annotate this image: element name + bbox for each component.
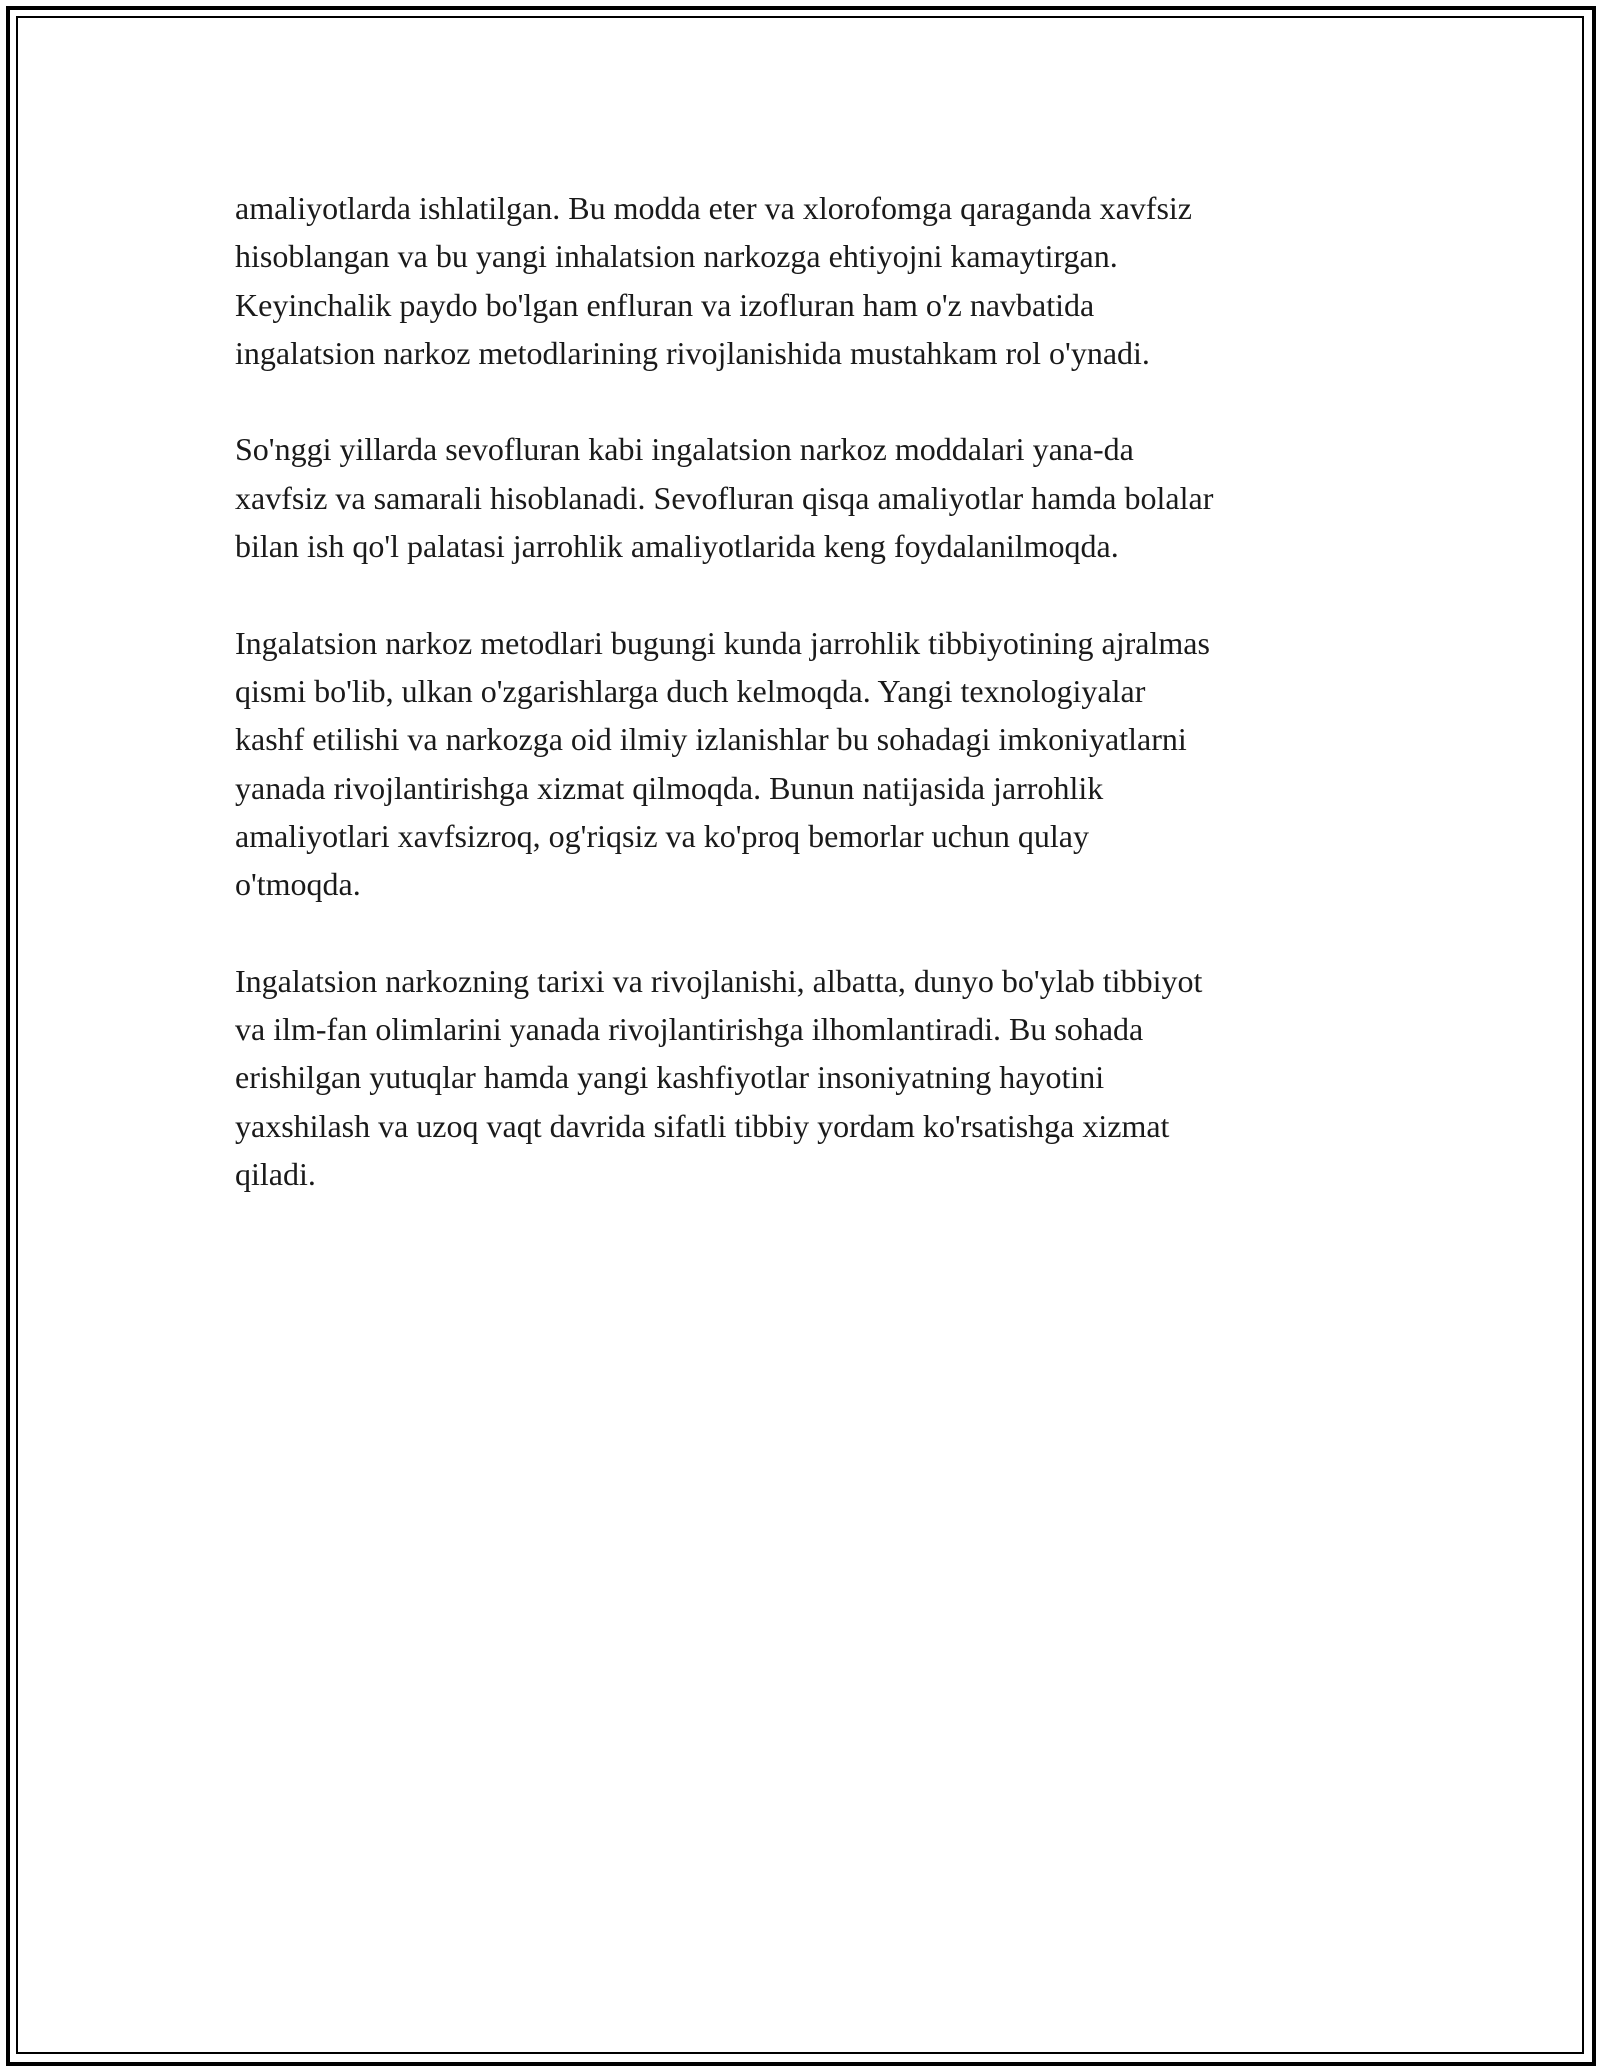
text-line: Ingalatsion narkozning tarixi va rivojlanishi, albatta, dunyo bo'ylab tibbiyot [235,962,1203,999]
text-line: yanada rivojlantirishga xizmat qilmoqda. Bunun natijasida jarrohlik [235,769,1104,806]
paragraph-1 [235,184,1395,377]
text-line: ingalatsion narkoz metodlarining rivojlanishida mustahkam rol o'ynadi. [235,334,1150,371]
document-body [235,184,1395,1247]
text-line: va ilm-fan olimlarini yanada rivojlantirishga ilhomlantiradi. Bu sohada [235,1011,1144,1048]
text-line: xavfsiz va samarali hisoblanadi. Sevofluran qisqa amaliyotlar hamda bolalar [235,479,1214,516]
text-line: amaliyotlari xavfsizroq, og'riqsiz va ko'proq bemorlar uchun qulay [235,817,1089,854]
text-line: hisoblangan va bu yangi inhalatsion narkozga ehtiyojni kamaytirgan. [235,238,1118,275]
text-line: So'nggi yillarda sevofluran kabi ingalatsion narkoz moddalari yana-da [235,431,1134,468]
paragraph-4 [235,957,1395,1198]
text-line: yaxshilash va uzoq vaqt davrida sifatli tibbiy yordam ko'rsatishga xizmat [235,1107,1170,1144]
text-line: Keyinchalik paydo bo'lgan enfluran va izofluran ham o'z navbatida [235,286,1095,323]
text-line: kashf etilishi va narkozga oid ilmiy izlanishlar bu sohadagi imkoniyatlarni [235,721,1187,758]
text-line: qismi bo'lib, ulkan o'zgarishlarga duch kelmoqda. Yangi texnologiyalar [235,672,1146,709]
paragraph-3 [235,619,1395,909]
text-line: qiladi. [235,1155,316,1192]
text-line: bilan ish qo'l palatasi jarrohlik amaliyotlarida keng foydalanilmoqda. [235,528,1119,565]
text-line: amaliyotlarda ishlatilgan. Bu modda eter va xlorofomga qaraganda xavfsiz [235,190,1192,226]
text-line: erishilgan yutuqlar hamda yangi kashfiyotlar insoniyatning hayotini [235,1059,1105,1096]
text-line: o'tmoqda. [235,866,361,903]
text-line: Ingalatsion narkoz metodlari bugungi kunda jarrohlik tibbiyotining ajralmas [235,624,1210,661]
paragraph-2 [235,425,1395,570]
